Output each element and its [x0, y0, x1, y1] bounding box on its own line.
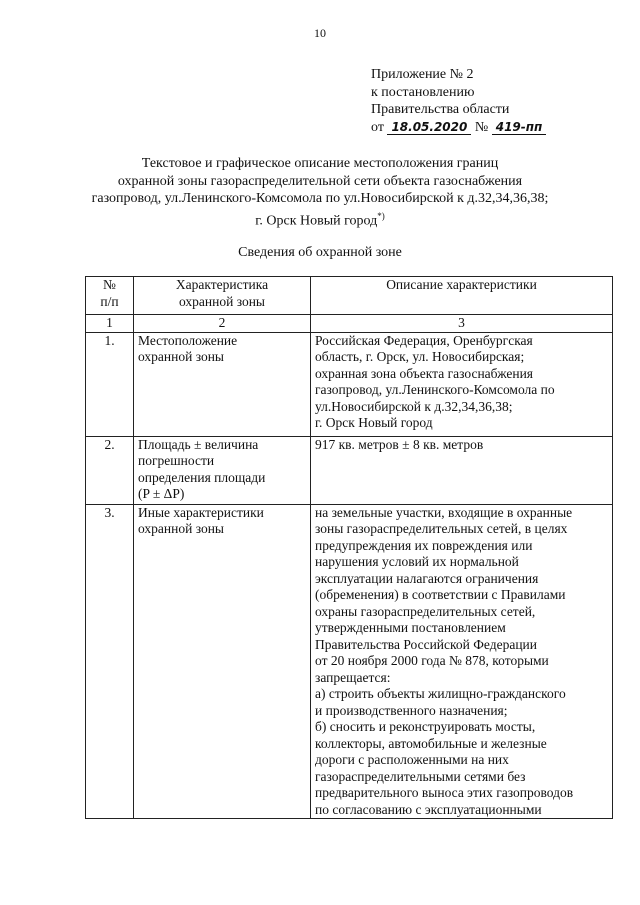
text-line: охраны газораспределительных сетей, [315, 603, 536, 619]
appendix-line-3: Правительства области [371, 102, 510, 117]
row-number: 2. [86, 436, 134, 504]
title-line-4 [40, 208, 600, 230]
text-line: (P ± ΔP) [138, 486, 185, 501]
header-desc-line: Описание характеристики [386, 277, 537, 292]
handwritten-number: 419-пп [492, 121, 547, 135]
text-line: Российская Федерация, Оренбургская [315, 332, 533, 348]
header-char-line-1: Характеристика [175, 277, 269, 292]
text-line: газопровод, ул.Ленинского-Комсомола по [315, 382, 555, 397]
text-line: эксплуатации налагаются ограничения [315, 570, 539, 586]
header-num [86, 277, 134, 315]
text-line: Иные характеристики [138, 504, 264, 520]
appendix-line-1: Приложение № 2 [371, 67, 474, 82]
row-characteristic [134, 436, 311, 504]
header-char-line-2: охранной зоны [178, 293, 265, 309]
column-number-1: 1 [86, 315, 134, 333]
row-description [311, 332, 613, 436]
footnote-mark: *) [377, 210, 385, 221]
text-line: (обременения) в соответствии с Правилами [315, 587, 566, 602]
appendix-block [371, 66, 546, 136]
column-number-3: 3 [311, 315, 613, 333]
date-prefix: от [371, 119, 384, 135]
text-line: дороги с расположенными на них [315, 752, 509, 767]
text-line: погрешности [138, 453, 215, 468]
page-number: 10 [314, 26, 326, 40]
row-description [311, 436, 613, 504]
row-characteristic [134, 332, 311, 436]
text-line: г. Орск Новый город [315, 415, 433, 430]
title-line-4-text: г. Орск Новый город [255, 213, 378, 229]
title-line-2: охранной зоны газораспределительной сети объекта газоснабжения [117, 173, 523, 189]
text-line: определения площади [138, 469, 266, 485]
row-number: 1. [86, 332, 134, 436]
text-line: от 20 ноября 2000 года № 878, которыми [315, 653, 549, 668]
text-line: охранной зоны [138, 521, 225, 536]
text-line: а) строить объекты жилищно-гражданского [315, 686, 566, 701]
text-line: охранная зона объекта газоснабжения [315, 365, 534, 381]
text-line: 917 кв. метров ± 8 кв. метров [315, 436, 484, 452]
text-line: б) сносить и реконструировать мосты, [315, 719, 536, 734]
row-characteristic [134, 504, 311, 819]
table-row [86, 504, 613, 819]
handwritten-date: 18.05.2020 [387, 121, 471, 135]
document-title [40, 155, 600, 230]
text-line: охранной зоны [138, 349, 225, 364]
text-line: нарушения условий их нормальной [315, 554, 519, 569]
text-line: Площадь ± величина [138, 436, 259, 452]
text-line: утвержденными постановлением [315, 620, 506, 635]
row-description [311, 504, 613, 819]
text-line: предварительного выноса этих газопроводов [315, 785, 574, 800]
title-line-1: Текстовое и графическое описание местоположения границ [141, 156, 499, 171]
column-number-2: 2 [134, 315, 311, 333]
text-line: по согласованию с эксплуатационными [315, 801, 542, 817]
text-line: коллекторы, автомобильные и железные [315, 735, 547, 751]
column-number-row [86, 315, 613, 333]
appendix-line-2: к постановлению [371, 84, 475, 100]
text-line: область, г. Орск, ул. Новосибирская; [315, 349, 525, 364]
text-line: на земельные участки, входящие в охранные [315, 504, 573, 520]
text-line: и производственного назначения; [315, 702, 508, 718]
text-line: зоны газораспределительных сетей, в целях [315, 521, 568, 536]
table-header-row [86, 277, 613, 315]
title-line-3: газопровод, ул.Ленинского-Комсомола по ул.Новосибирской к д.32,34,36,38; [91, 191, 549, 206]
header-characteristic [134, 277, 311, 315]
text-line: запрещается: [315, 669, 391, 685]
header-description [311, 277, 613, 315]
text-line: Правительства Российской Федерации [315, 636, 537, 652]
text-line: ул.Новосибирской к д.32,34,36,38; [315, 398, 513, 414]
text-line: Местоположение [138, 332, 238, 348]
number-prefix: № [474, 119, 489, 135]
text-line: газораспределительными сетями без [315, 768, 526, 784]
appendix-date-line [371, 119, 546, 137]
row-number: 3. [86, 504, 134, 819]
header-num-line-1: № [103, 277, 116, 292]
table-row [86, 332, 613, 436]
table-row [86, 436, 613, 504]
protection-zone-table [85, 276, 613, 819]
text-line: предупреждения их повреждения или [315, 537, 533, 553]
section-subtitle: Сведения об охранной зоне [238, 245, 402, 260]
header-num-line-2: п/п [100, 293, 119, 309]
